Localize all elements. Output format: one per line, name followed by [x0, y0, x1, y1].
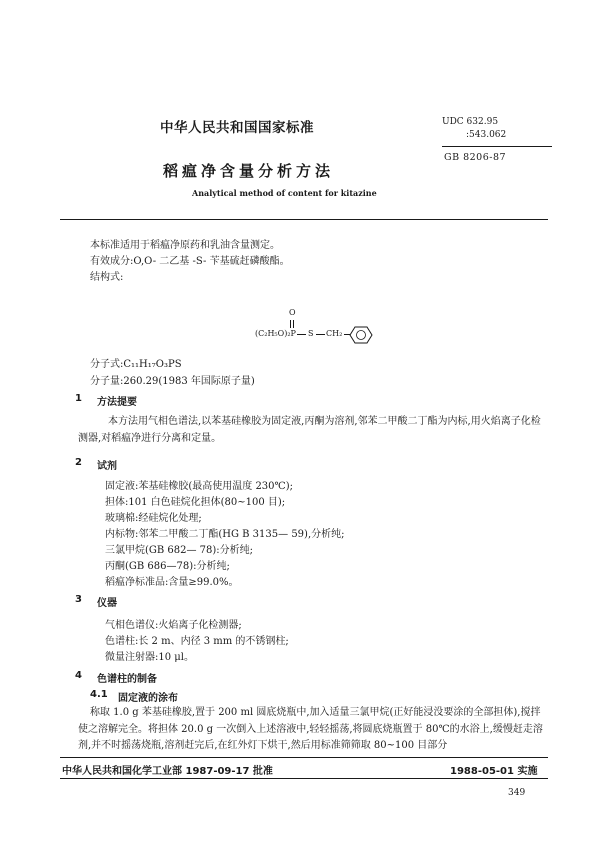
- reagent-item: 固定液:苯基硅橡胶(最高使用温度 230℃);: [105, 481, 293, 492]
- footer-divider-top: [60, 757, 548, 758]
- bond-s-ch2: [316, 334, 325, 335]
- instrument-item: 气相色谱仪:火焰离子化检测器;: [105, 620, 242, 631]
- reagent-item: 玻璃棉:经硅烷化处理;: [105, 513, 202, 524]
- formula-ch2: CH₂: [326, 329, 343, 338]
- double-bond-a: [290, 320, 291, 328]
- bond-p-s: [297, 334, 306, 335]
- section-3-title: 仪器: [97, 598, 117, 609]
- approval-text: 中华人民共和国化学工业部 1987-09-17 批准: [62, 766, 273, 777]
- double-bond-b: [293, 320, 294, 328]
- structure-label: 结构式:: [90, 272, 124, 283]
- udc-code-cont: :543.062: [466, 130, 507, 140]
- reagent-item: 内标物:邻苯二甲酸二丁酯(HG B 3135— 59),分析纯;: [105, 529, 345, 540]
- document-title: 稻瘟净含量分析方法: [163, 162, 335, 180]
- section-1-number: 1: [75, 393, 82, 404]
- footer-divider-bottom: [60, 778, 548, 779]
- udc-code: UDC 632.95: [442, 117, 499, 127]
- udc-divider: [442, 146, 552, 147]
- instrument-item: 色谱柱:长 2 m、内径 3 mm 的不锈钢柱;: [105, 636, 289, 647]
- subsection-4-1-body: 称取 1.0 g 苯基硅橡胶,置于 200 ml 圆底烧瓶中,加入适量三氯甲烷(正好能浸没要涂的全部担体),搅拌使之溶解完全。将担体 20.0 g 一次倒入上述溶液中,轻轻摇荡,将圆底烧瓶置于 80℃的水浴上,缓慢赶走溶剂,并不时摇荡烧瓶,溶剂赶完后,在红外灯下烘干,然后用标准筛筛取 80~100 目部分: [78, 707, 543, 751]
- molecular-formula: 分子式:C₁₁H₁₇O₃PS: [90, 359, 182, 370]
- section-4-number: 4: [75, 670, 82, 681]
- reagent-item: 丙酮(GB 686—78):分析纯;: [105, 561, 230, 572]
- standard-org: 中华人民共和国国家标准: [160, 120, 314, 136]
- subsection-4-1-number: 4.1: [90, 689, 108, 700]
- section-2-title: 试剂: [97, 461, 117, 472]
- formula-oxygen: O: [289, 308, 296, 317]
- reagent-item: 三氯甲烷(GB 682— 78):分析纯;: [105, 545, 254, 556]
- reagent-item: 担体:101 白色硅烷化担体(80~100 目);: [105, 497, 286, 508]
- header-divider: [60, 219, 548, 220]
- section-4-title: 色谱柱的制备: [97, 674, 157, 685]
- benzene-ring-icon: [349, 325, 373, 345]
- instrument-item: 微量注射器:10 μl。: [105, 652, 194, 663]
- scope-text: 本标准适用于稻瘟净原药和乳油含量测定。: [90, 240, 280, 251]
- formula-ethoxy: (C₂H₅O)₂P: [255, 329, 296, 338]
- document-subtitle: Analytical method of content for kitazine: [192, 188, 377, 198]
- implement-text: 1988-05-01 实施: [450, 766, 538, 777]
- subsection-4-1-title: 固定液的涂布: [118, 693, 178, 704]
- formula-sulfur: S: [308, 329, 314, 338]
- section-2-number: 2: [75, 457, 82, 468]
- page-number: 349: [508, 788, 526, 798]
- molecular-weight: 分子量:260.29(1983 年国际原子量): [90, 376, 255, 387]
- section-3-number: 3: [75, 594, 82, 605]
- reagent-item: 稻瘟净标准品:含量≥99.0%。: [105, 577, 239, 588]
- section-1-body: 本方法用气相色谱法,以苯基硅橡胶为固定液,丙酮为溶剂,邻苯二甲酸二丁酯为内标,用火焰离子化检测器,对稻瘟净进行分离和定量。: [78, 416, 541, 444]
- section-1-title: 方法提要: [97, 397, 137, 408]
- gb-number: GB 8206-87: [444, 152, 507, 163]
- active-ingredient: 有效成分:O,O- 二乙基 -S- 苄基硫赶磷酸酯。: [90, 256, 290, 267]
